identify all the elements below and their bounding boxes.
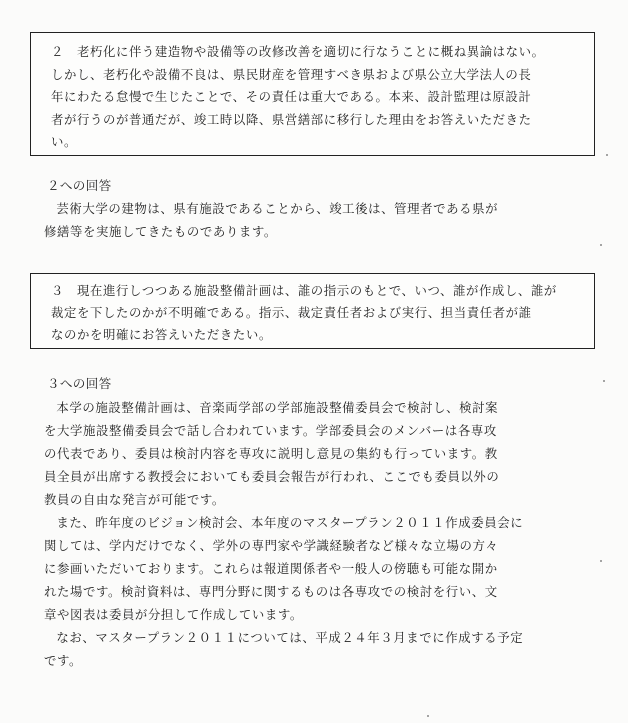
question-3-line: ３ 現在進行しつつある施設整備計画は、誰の指示のもとで、いつ、誰が作成し、誰が bbox=[51, 283, 557, 298]
question-3-box bbox=[30, 273, 595, 349]
answer-3-line: 員全員が出席する教授会においても委員会報告が行われ、ここでも委員以外の bbox=[44, 469, 500, 484]
question-3-text bbox=[51, 280, 580, 346]
question-2-box bbox=[30, 32, 595, 156]
answer-3-body bbox=[44, 396, 596, 672]
answer-2-heading: ２への回答 bbox=[47, 178, 112, 193]
answer-2-paragraph bbox=[44, 197, 596, 243]
answer-2-body bbox=[44, 197, 596, 243]
question-3-line: 裁定を下したのかが不明確である。指示、裁定責任者および実行、担当責任者が誰 bbox=[51, 305, 532, 320]
answer-3-line: 本学の施設整備計画は、音楽両学部の学部施設整備委員会で検討し、検討案 bbox=[56, 400, 499, 415]
answer-2-line: 修繕等を実施してきたものであります。 bbox=[44, 224, 277, 239]
question-2-line: い。 bbox=[51, 134, 77, 149]
answer-3-line: を大学施設整備委員会で話し合われています。学部委員会のメンバーは各専攻 bbox=[44, 423, 497, 438]
question-2-line: 者が行うのが普通だが、竣工時以降、県営繕部に移行した理由をお答えいただきた bbox=[51, 111, 532, 127]
answer-3-line: なお、マスタープラン２０１１については、平成２４年３月までに作成する予定 bbox=[56, 630, 524, 645]
answer-3-line: 関しては、学内だけでなく、学外の専門家や学識経験者など様々な立場の方々 bbox=[44, 538, 499, 553]
scan-speck bbox=[606, 154, 608, 156]
scan-speck bbox=[600, 560, 602, 562]
answer-3-paragraph-2 bbox=[44, 511, 596, 626]
scan-speck bbox=[603, 380, 605, 382]
question-2-line: ２ 老朽化に伴う建造物や設備等の改修改善を適切に行なうことに概ね異論はない。 bbox=[51, 44, 545, 59]
question-2-line: 年にわたる怠慢で生じたことで、その責任は重大である。本来、設計監理は原設計 bbox=[51, 89, 532, 104]
answer-3-heading: ３への回答 bbox=[47, 376, 112, 391]
answer-3-paragraph-1 bbox=[44, 396, 596, 511]
question-2-text bbox=[51, 41, 580, 154]
scan-speck bbox=[427, 715, 429, 717]
answer-3-line: 教員の自由な発言が可能です。 bbox=[44, 492, 225, 507]
answer-3-line: れた場です。検討資料は、専門分野に関するものは各専攻での検討を行い、文 bbox=[44, 584, 498, 599]
answer-2-line: 芸術大学の建物は、県有施設であることから、竣工後は、管理者である県が bbox=[56, 201, 499, 216]
answer-3-line: また、昨年度のビジョン検討会、本年度のマスタープラン２０１１作成委員会に bbox=[56, 515, 524, 530]
answer-3-line: の代表であり、委員は検討内容を専攻に説明し意見の集約も行っています。教 bbox=[44, 446, 498, 461]
answer-3-line: です。 bbox=[44, 653, 82, 668]
answer-3-line: 章や図表は委員が分担して作成しています。 bbox=[44, 607, 303, 622]
question-3-line: なのかを明確にお答えいただきたい。 bbox=[51, 327, 272, 342]
answer-3-line: に参画いただいております。これらは報道関係者や一般人の傍聴も可能な開か bbox=[44, 561, 498, 576]
question-2-line: しかし、老朽化や設備不良は、県民財産を管理すべき県および県公立大学法人の長 bbox=[51, 66, 532, 82]
answer-3-paragraph-3 bbox=[44, 626, 596, 672]
scan-speck bbox=[600, 244, 602, 246]
